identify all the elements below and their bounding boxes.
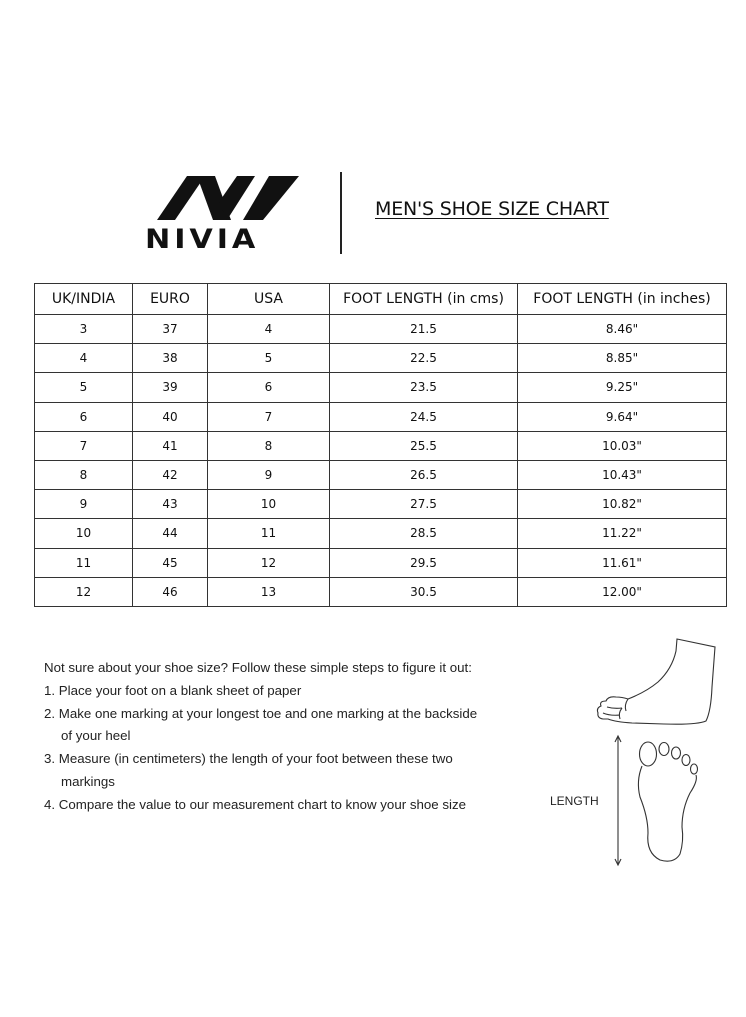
cell-foot-length-cms: 26.5 bbox=[330, 460, 518, 489]
cell-euro: 43 bbox=[133, 490, 208, 519]
cell-foot-length-inches: 10.43" bbox=[518, 460, 727, 489]
table-row bbox=[35, 548, 727, 577]
instruction-step-2: 2. Make one marking at your longest toe and one marking at the backside bbox=[44, 705, 478, 721]
cell-euro: 37 bbox=[133, 315, 208, 344]
nivia-logo bbox=[145, 176, 310, 256]
header-usa: USA bbox=[208, 284, 330, 315]
cell-foot-length-inches: 9.25" bbox=[518, 373, 727, 402]
cell-euro: 46 bbox=[133, 577, 208, 606]
cell-uk-india: 12 bbox=[35, 577, 133, 606]
cell-uk-india: 9 bbox=[35, 490, 133, 519]
table-row bbox=[35, 577, 727, 606]
header-divider bbox=[340, 172, 342, 254]
instruction-step-1: 1. Place your foot on a blank sheet of paper bbox=[44, 682, 302, 698]
cell-foot-length-cms: 25.5 bbox=[330, 431, 518, 460]
cell-euro: 45 bbox=[133, 548, 208, 577]
cell-foot-length-cms: 24.5 bbox=[330, 402, 518, 431]
cell-usa: 6 bbox=[208, 373, 330, 402]
cell-euro: 41 bbox=[133, 431, 208, 460]
cell-foot-length-inches: 12.00" bbox=[518, 577, 727, 606]
table-row bbox=[35, 519, 727, 548]
cell-foot-length-inches: 11.22" bbox=[518, 519, 727, 548]
cell-uk-india: 7 bbox=[35, 431, 133, 460]
nivia-logo-mark-icon bbox=[157, 176, 299, 220]
cell-foot-length-cms: 22.5 bbox=[330, 344, 518, 373]
cell-usa: 10 bbox=[208, 490, 330, 519]
cell-euro: 40 bbox=[133, 402, 208, 431]
instructions-intro: Not sure about your shoe size? Follow these simple steps to figure it out: bbox=[44, 660, 472, 675]
cell-usa: 12 bbox=[208, 548, 330, 577]
cell-euro: 44 bbox=[133, 519, 208, 548]
cell-uk-india: 11 bbox=[35, 548, 133, 577]
cell-foot-length-cms: 23.5 bbox=[330, 373, 518, 402]
table-row bbox=[35, 315, 727, 344]
cell-foot-length-inches: 11.61" bbox=[518, 548, 727, 577]
table-row bbox=[35, 373, 727, 402]
header-foot-length-cms: FOOT LENGTH (in cms) bbox=[330, 284, 518, 315]
header-euro: EURO bbox=[133, 284, 208, 315]
instruction-step-4: 4. Compare the value to our measurement chart to know your shoe size bbox=[44, 796, 467, 812]
cell-usa: 13 bbox=[208, 577, 330, 606]
cell-foot-length-cms: 21.5 bbox=[330, 315, 518, 344]
foot-side-icon bbox=[594, 637, 720, 727]
cell-usa: 9 bbox=[208, 460, 330, 489]
instruction-step-3: 3. Measure (in centimeters) the length of your foot between these two bbox=[44, 751, 453, 767]
cell-usa: 7 bbox=[208, 402, 330, 431]
header-foot-length-inches: FOOT LENGTH (in inches) bbox=[518, 284, 727, 315]
cell-uk-india: 4 bbox=[35, 344, 133, 373]
size-chart-table bbox=[34, 283, 727, 607]
table-row bbox=[35, 490, 727, 519]
header-uk-india: UK/INDIA bbox=[35, 284, 133, 315]
cell-foot-length-inches: 8.85" bbox=[518, 344, 727, 373]
header bbox=[0, 168, 746, 258]
measurement-instructions bbox=[44, 657, 544, 817]
foot-sole-icon bbox=[608, 733, 720, 868]
cell-usa: 11 bbox=[208, 519, 330, 548]
cell-uk-india: 10 bbox=[35, 519, 133, 548]
cell-foot-length-cms: 27.5 bbox=[330, 490, 518, 519]
table-row bbox=[35, 431, 727, 460]
length-label: LENGTH bbox=[550, 794, 599, 808]
cell-foot-length-cms: 29.5 bbox=[330, 548, 518, 577]
cell-uk-india: 5 bbox=[35, 373, 133, 402]
table-row bbox=[35, 344, 727, 373]
cell-euro: 38 bbox=[133, 344, 208, 373]
cell-uk-india: 8 bbox=[35, 460, 133, 489]
cell-uk-india: 3 bbox=[35, 315, 133, 344]
cell-foot-length-cms: 30.5 bbox=[330, 577, 518, 606]
instruction-step-3-continued: markings bbox=[61, 773, 115, 789]
table-row bbox=[35, 460, 727, 489]
cell-foot-length-inches: 10.03" bbox=[518, 431, 727, 460]
chart-title: MEN'S SHOE SIZE CHART bbox=[375, 198, 609, 220]
cell-foot-length-inches: 9.64" bbox=[518, 402, 727, 431]
cell-foot-length-inches: 8.46" bbox=[518, 315, 727, 344]
cell-foot-length-cms: 28.5 bbox=[330, 519, 518, 548]
nivia-wordmark: NIVIA bbox=[145, 224, 260, 255]
cell-euro: 39 bbox=[133, 373, 208, 402]
cell-uk-india: 6 bbox=[35, 402, 133, 431]
cell-foot-length-inches: 10.82" bbox=[518, 490, 727, 519]
cell-usa: 8 bbox=[208, 431, 330, 460]
table-row bbox=[35, 402, 727, 431]
table-header-row bbox=[35, 284, 727, 315]
instruction-step-2-continued: of your heel bbox=[61, 728, 131, 744]
cell-usa: 5 bbox=[208, 344, 330, 373]
cell-usa: 4 bbox=[208, 315, 330, 344]
cell-euro: 42 bbox=[133, 460, 208, 489]
